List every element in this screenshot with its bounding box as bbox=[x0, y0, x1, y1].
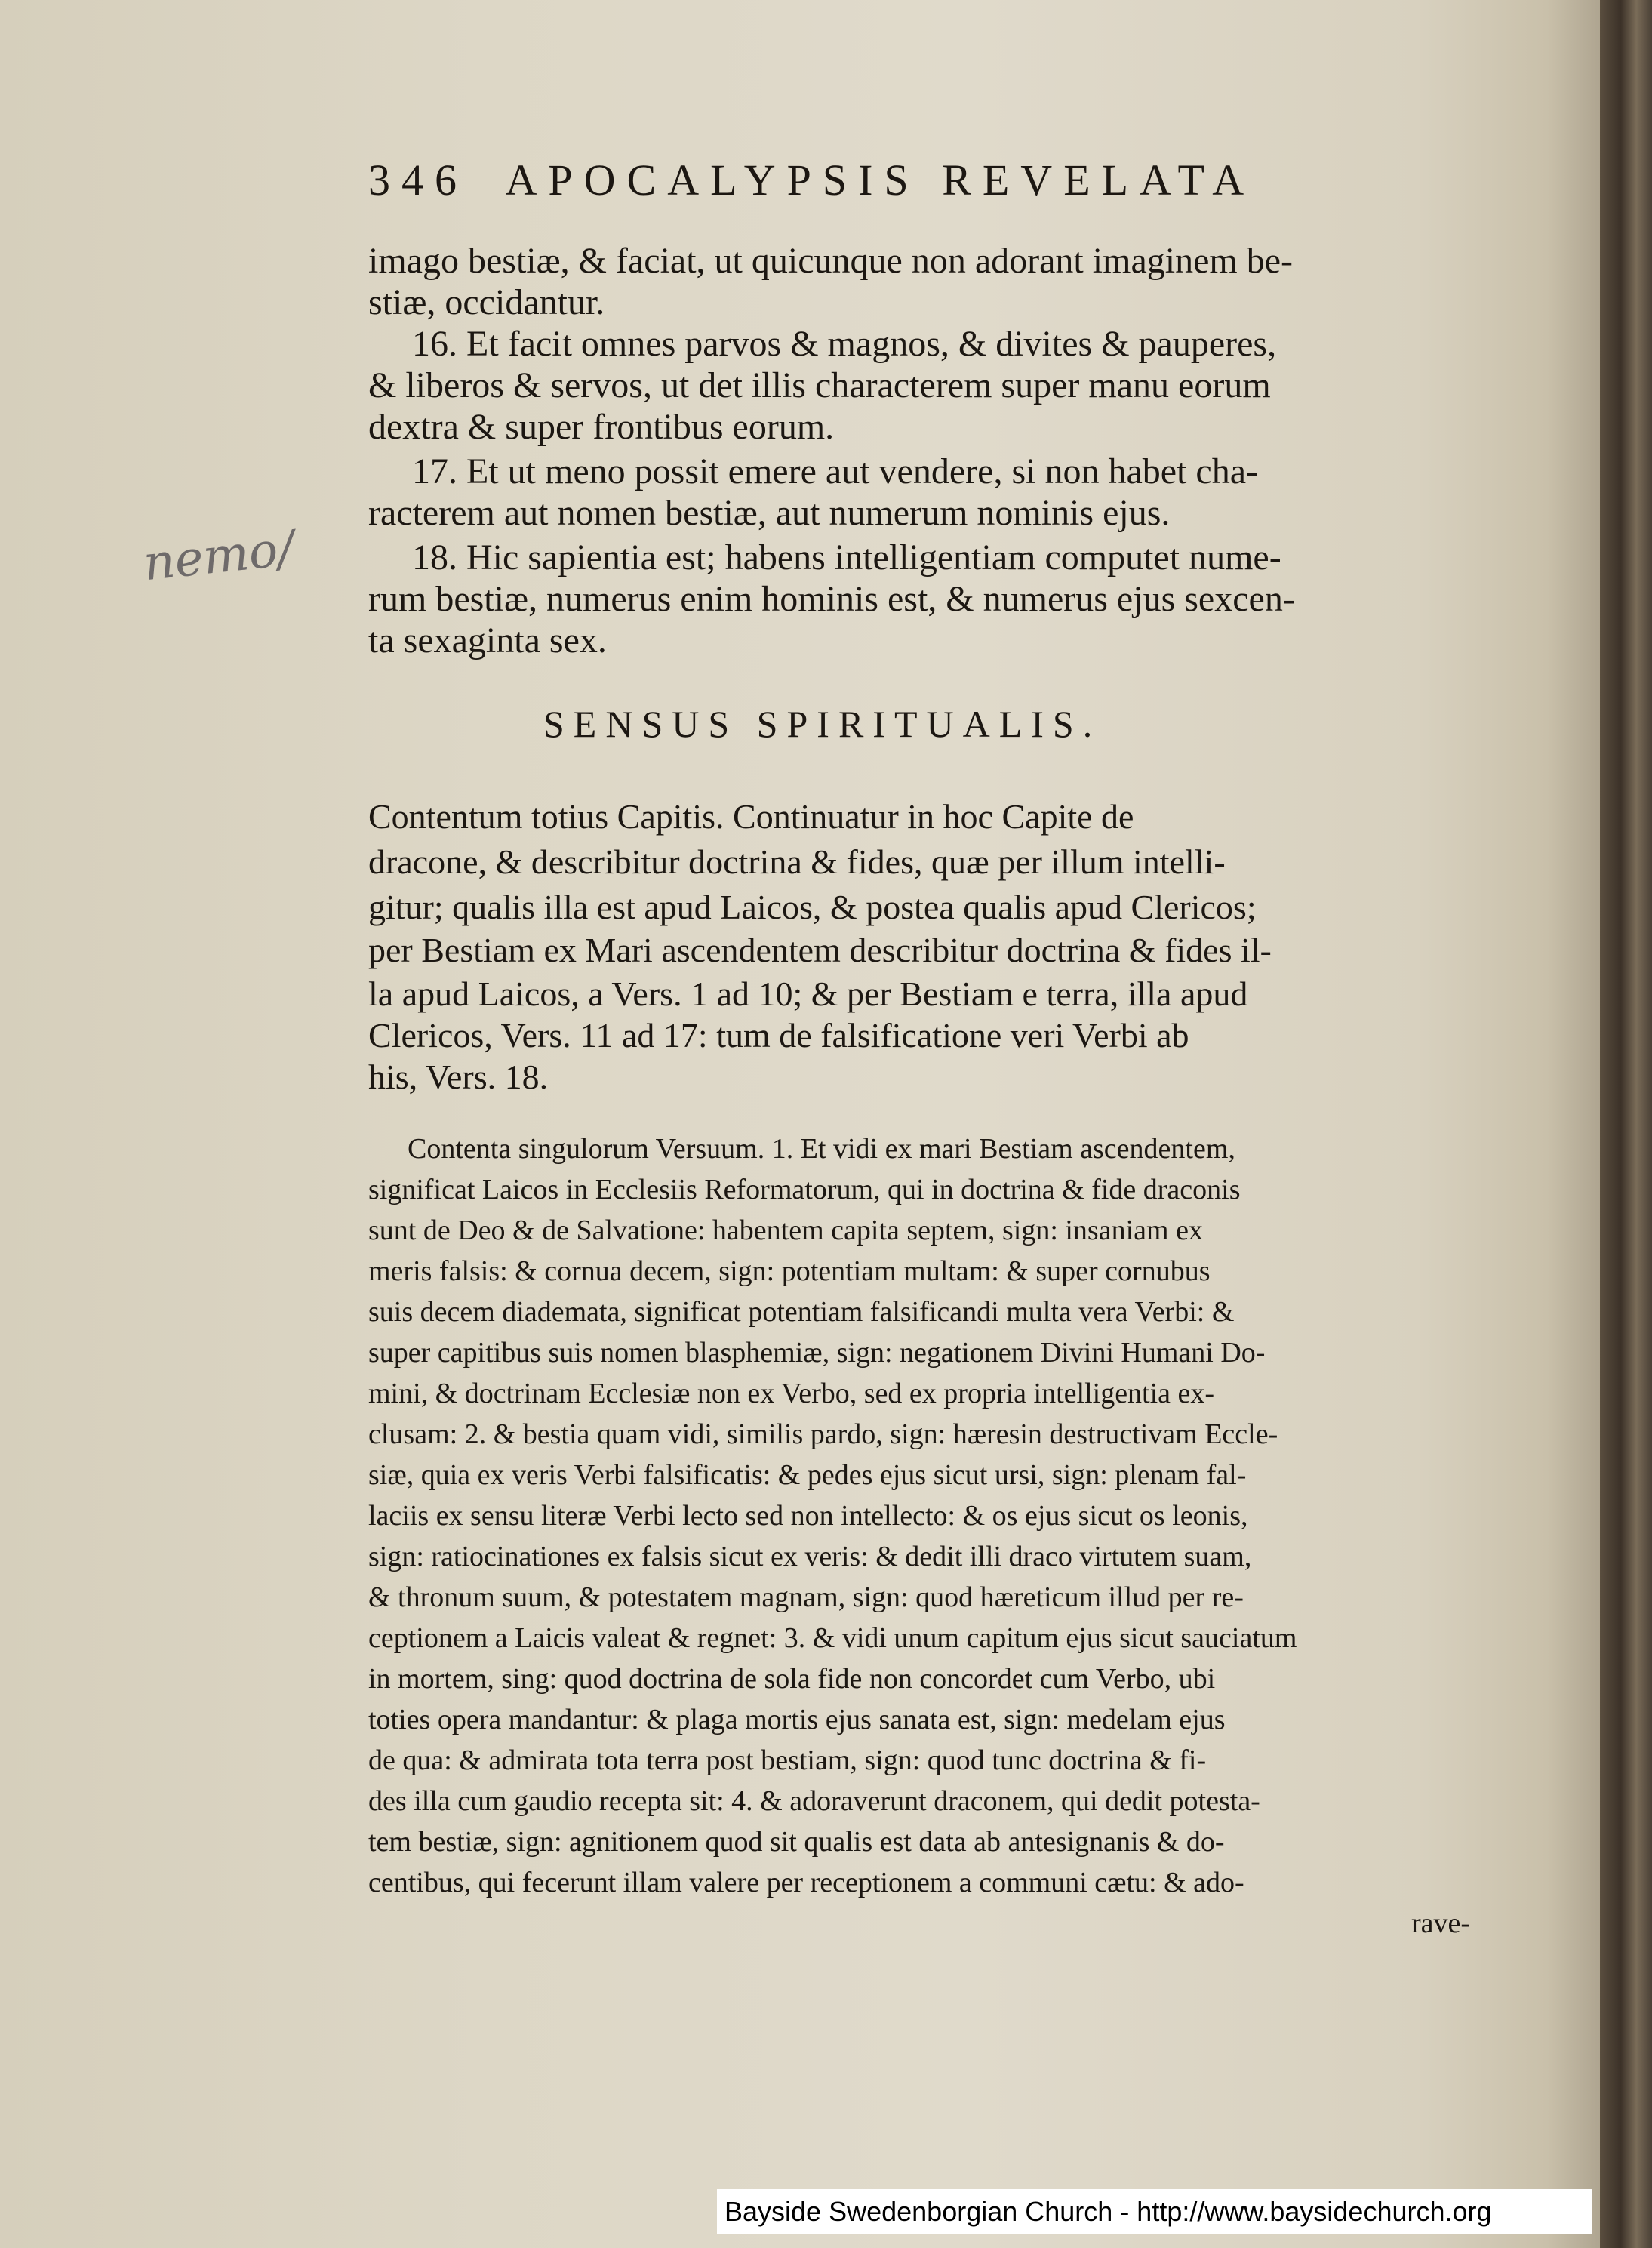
verse-line: & liberos & servos, ut det illis characterem super manu eorum bbox=[368, 365, 1271, 405]
verse-line: 16. Et facit omnes parvos & magnos, & divites & pauperes, bbox=[412, 324, 1277, 364]
contenta-line: mini, & doctrinam Ecclesiæ non ex Verbo, sed ex propria intelligentia ex- bbox=[368, 1378, 1215, 1409]
contentum-line: dracone, & describitur doctrina & fides, quæ per illum intelli- bbox=[368, 842, 1226, 881]
contenta-line: Contenta singulorum Versuum. 1. Et vidi ex mari Bestiam ascendentem, bbox=[408, 1133, 1235, 1165]
contentum-line: gitur; qualis illa est apud Laicos, & postea qualis apud Clericos; bbox=[368, 888, 1257, 926]
contenta-line: sign: ratiocinationes ex falsis sicut ex veris: & dedit illi draco virtutem suam, bbox=[368, 1541, 1252, 1572]
contentum-line: Contentum totius Capitis. Continuatur in hoc Capite de bbox=[368, 797, 1134, 836]
contenta-line: ceptionem a Laicis valeat & regnet: 3. & vidi unum capitum ejus sicut sauciatum bbox=[368, 1622, 1297, 1654]
contenta-line: significat Laicos in Ecclesiis Reformatorum, qui in doctrina & fide draconis bbox=[368, 1174, 1241, 1206]
book-spine bbox=[1600, 0, 1652, 2248]
contenta-line: sunt de Deo & de Salvatione: habentem capita septem, sign: insaniam ex bbox=[368, 1215, 1203, 1246]
contenta-line: des illa cum gaudio recepta sit: 4. & adoraverunt draconem, qui dedit potesta- bbox=[368, 1785, 1260, 1817]
contenta-line: tem bestiæ, sign: agnitionem quod sit qualis est data ab antesignanis & do- bbox=[368, 1826, 1225, 1858]
contenta-line: toties opera mandantur: & plaga mortis ejus sanata est, sign: medelam ejus bbox=[368, 1704, 1226, 1735]
contentum-line: la apud Laicos, a Vers. 1 ad 10; & per Bestiam e terra, illa apud bbox=[368, 975, 1248, 1013]
verse-line: ta sexaginta sex. bbox=[368, 621, 607, 661]
contenta-line: rave- bbox=[1411, 1908, 1471, 1939]
footer-credit-link[interactable]: Bayside Swedenborgian Church - http://www.baysidechurch.org bbox=[717, 2189, 1592, 2234]
verse-line: 18. Hic sapientia est; habens intelligentiam computet nume- bbox=[412, 537, 1281, 577]
contenta-line: laciis ex sensu literæ Verbi lecto sed non intellecto: & os ejus sicut os leonis, bbox=[368, 1500, 1248, 1532]
contenta-line: suis decem diademata, significat potentiam falsificandi multa vera Verbi: & bbox=[368, 1296, 1235, 1328]
verse-line: racterem aut nomen bestiæ, aut numerum nominis ejus. bbox=[368, 493, 1171, 533]
contenta-line: de qua: & admirata tota terra post bestiam, sign: quod tunc doctrina & fi- bbox=[368, 1745, 1207, 1776]
page-header bbox=[368, 155, 1255, 205]
verse-line: imago bestiæ, & faciat, ut quicunque non adorant imaginem be- bbox=[368, 241, 1294, 281]
contenta-line: & thronum suum, & potestatem magnam, sign: quod hæreticum illud per re- bbox=[368, 1581, 1244, 1613]
contenta-line: in mortem, sing: quod doctrina de sola fide non concordet cum Verbo, ubi bbox=[368, 1663, 1216, 1695]
verse-line: 17. Et ut meno possit emere aut vendere, si non habet cha- bbox=[412, 451, 1258, 491]
contenta-line: centibus, qui fecerunt illam valere per receptionem a communi cætu: & ado- bbox=[368, 1867, 1244, 1898]
contentum-line: his, Vers. 18. bbox=[368, 1058, 549, 1096]
contenta-line: meris falsis: & cornua decem, sign: potentiam multam: & super cornubus bbox=[368, 1255, 1211, 1287]
running-title: APOCALYPSIS REVELATA bbox=[505, 156, 1256, 205]
handwritten-margin-note: nemo/ bbox=[140, 520, 297, 593]
contenta-line: clusam: 2. & bestia quam vidi, similis pardo, sign: hæresin destructivam Eccle- bbox=[368, 1418, 1278, 1450]
contentum-line: Clericos, Vers. 11 ad 17: tum de falsificatione veri Verbi ab bbox=[368, 1016, 1189, 1055]
contenta-line: super capitibus suis nomen blasphemiæ, sign: negationem Divini Humani Do- bbox=[368, 1337, 1266, 1369]
section-title: SENSUS SPIRITUALIS. bbox=[543, 703, 1102, 745]
verse-line: stiæ, occidantur. bbox=[368, 282, 605, 322]
verse-line: rum bestiæ, numerus enim hominis est, & numerus ejus sexcen- bbox=[368, 579, 1295, 619]
contentum-line: per Bestiam ex Mari ascendentem describitur doctrina & fides il- bbox=[368, 931, 1272, 969]
page-number: 346 bbox=[368, 156, 468, 205]
verse-line: dextra & super frontibus eorum. bbox=[368, 407, 835, 447]
contenta-line: siæ, quia ex veris Verbi falsificatis: & pedes ejus sicut ursi, sign: plenam fal- bbox=[368, 1459, 1247, 1491]
